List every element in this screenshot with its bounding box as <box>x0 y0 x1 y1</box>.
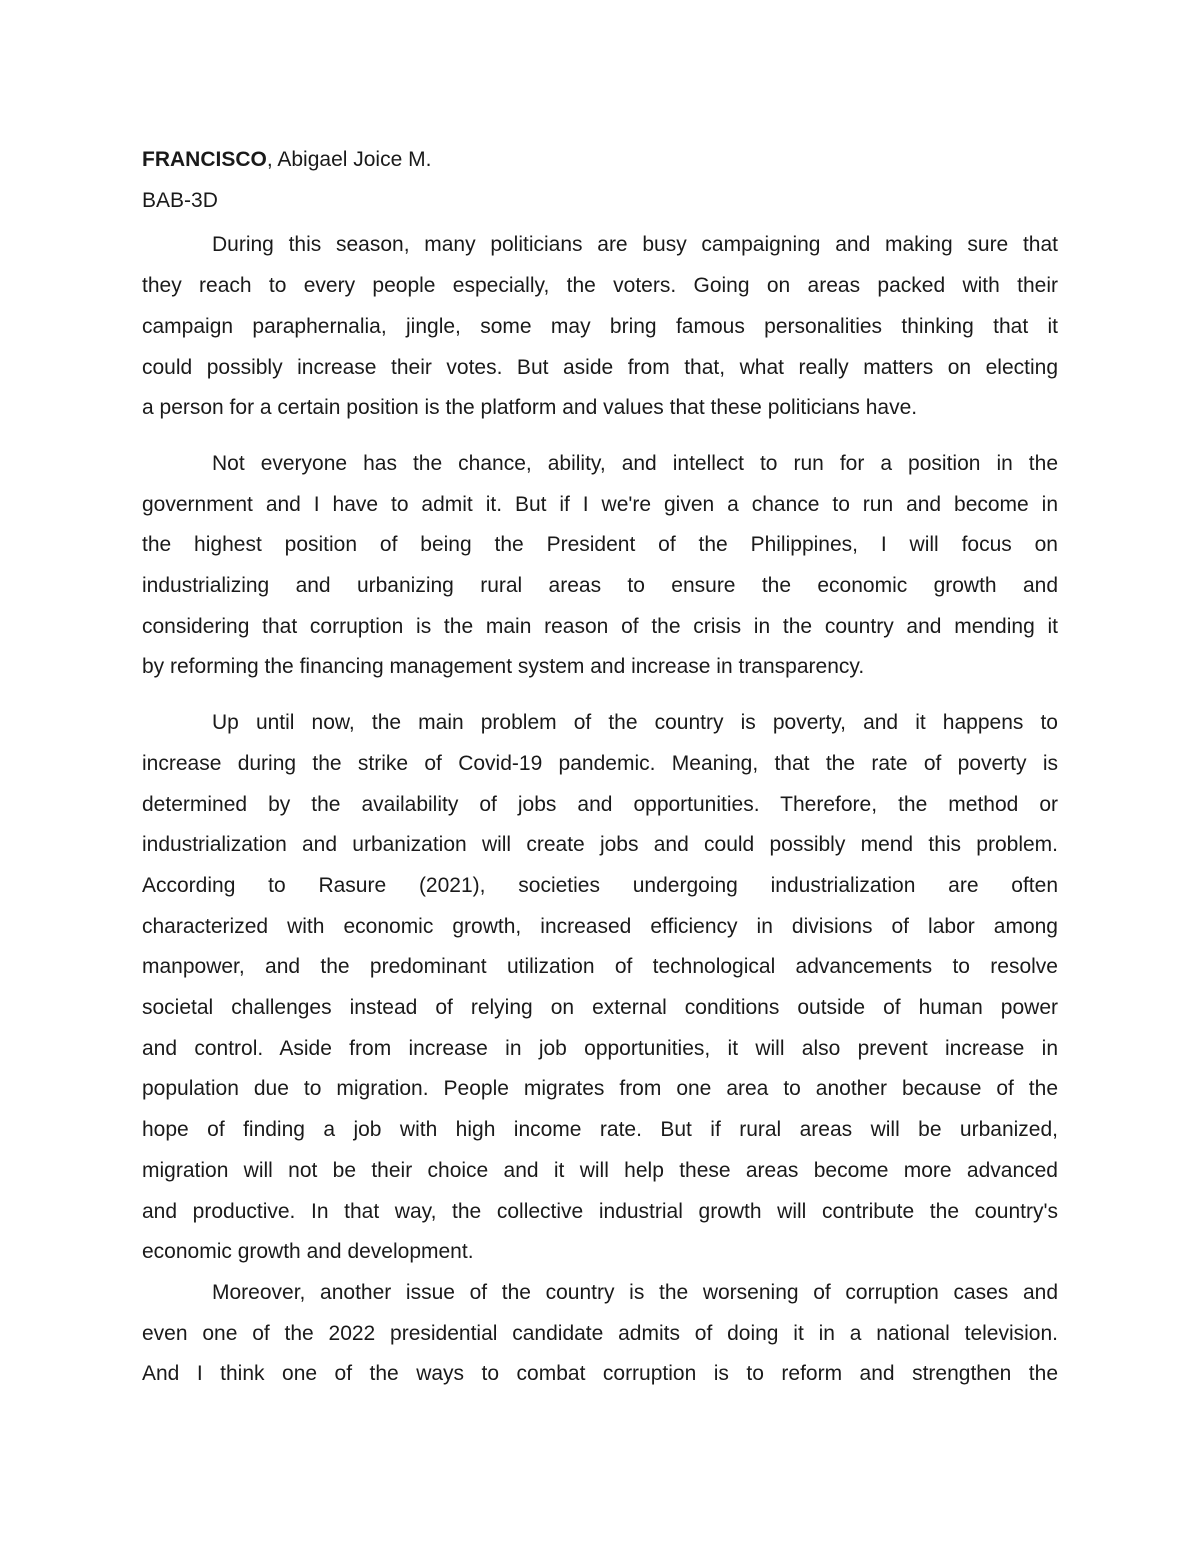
paragraph-line: by reforming the financing management system and increase in transparency. <box>142 655 865 679</box>
paragraph-line: economic growth and development. <box>142 1240 474 1264</box>
paragraph-3 <box>142 703 1058 1273</box>
paragraph-line: even one of the 2022 presidential candidate admits of doing it in a national television. <box>142 1321 1058 1345</box>
paragraph-line: And I think one of the ways to combat corruption is to reform and strengthen the <box>142 1362 1058 1386</box>
paragraph-line: increase during the strike of Covid-19 pandemic. Meaning, that the rate of poverty is <box>142 751 1058 775</box>
paragraph-line: manpower, and the predominant utilization of technological advancements to resolve <box>142 955 1058 979</box>
paragraph-line: a person for a certain position is the platform and values that these politicians have. <box>142 396 918 420</box>
paragraph-2 <box>142 444 1058 688</box>
paragraph-line: societal challenges instead of relying on external conditions outside of human power <box>142 996 1058 1020</box>
document-page <box>142 140 1058 1395</box>
paragraph-line: During this season, many politicians are busy campaigning and making sure that <box>212 233 1058 257</box>
paragraph-1 <box>142 225 1058 429</box>
author-line <box>142 140 1058 181</box>
paragraph-line: industrializing and urbanizing rural areas to ensure the economic growth and <box>142 574 1058 598</box>
author-surname: FRANCISCO <box>142 148 267 171</box>
paragraph-line: migration will not be their choice and it will help these areas become more advanced <box>142 1158 1058 1182</box>
paragraph-line: determined by the availability of jobs and opportunities. Therefore, the method or <box>142 792 1058 816</box>
section-code: BAB-3D <box>142 188 218 212</box>
paragraph-line: the highest position of being the President of the Philippines, I will focus on <box>142 533 1058 557</box>
paragraph-line: Moreover, another issue of the country is the worsening of corruption cases and <box>212 1280 1058 1304</box>
paragraph-line: and productive. In that way, the collective industrial growth will contribute the country's <box>142 1199 1058 1223</box>
paragraph-line: Not everyone has the chance, ability, and intellect to run for a position in the <box>212 451 1058 475</box>
paragraph-line: considering that corruption is the main reason of the crisis in the country and mending it <box>142 614 1058 638</box>
paragraph-line: campaign paraphernalia, jingle, some may bring famous personalities thinking that it <box>142 314 1058 338</box>
paragraph-line: characterized with economic growth, increased efficiency in divisions of labor among <box>142 914 1058 938</box>
paragraph-line: and control. Aside from increase in job opportunities, it will also prevent increase in <box>142 1036 1058 1060</box>
paragraph-line: industrialization and urbanization will create jobs and could possibly mend this problem. <box>142 833 1058 857</box>
paragraph-4 <box>142 1273 1058 1395</box>
paragraph-line: government and I have to admit it. But if I we're given a chance to run and become in <box>142 492 1058 516</box>
paragraph-line: Up until now, the main problem of the country is poverty, and it happens to <box>212 711 1058 735</box>
paragraph-line: According to Rasure (2021), societies undergoing industrialization are often <box>142 873 1058 897</box>
paragraph-line: could possibly increase their votes. But aside from that, what really matters on electing <box>142 355 1058 379</box>
paragraph-line: they reach to every people especially, the voters. Going on areas packed with their <box>142 274 1058 298</box>
paragraph-line: hope of finding a job with high income rate. But if rural areas will be urbanized, <box>142 1118 1058 1142</box>
author-given-name: , Abigael Joice M. <box>266 148 432 171</box>
paragraph-line: population due to migration. People migrates from one area to another because of the <box>142 1077 1058 1101</box>
